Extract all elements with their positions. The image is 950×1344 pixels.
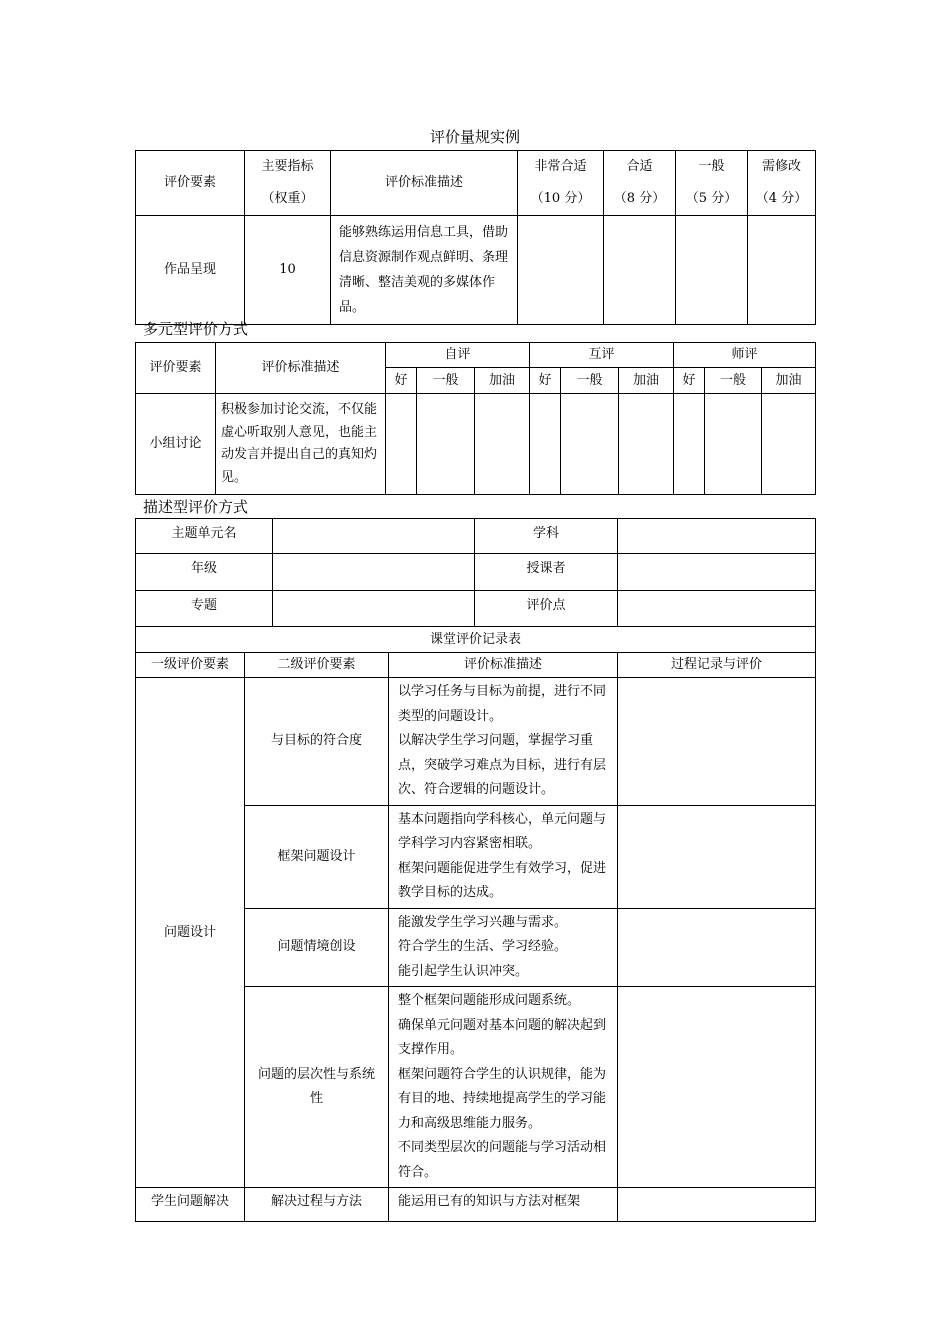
header-self: 自评: [386, 343, 530, 368]
section-title-descriptive: 描述型评价方式: [143, 498, 249, 516]
record-table-title: 课堂评价记录表: [136, 627, 816, 653]
row-element: 小组讨论: [136, 394, 216, 495]
label-topic: 专题: [136, 591, 273, 627]
score-cell[interactable]: [748, 216, 816, 325]
header-grade-revise: 需修改 （4 分）: [748, 151, 816, 216]
header-teacher: 师评: [674, 343, 816, 368]
rating-cell[interactable]: [674, 394, 705, 495]
rating-cell[interactable]: [762, 394, 816, 495]
label-unit-name: 主题单元名: [136, 519, 273, 554]
header-desc: 评价标准描述: [331, 151, 518, 216]
header-grade-excellent: 非常合适 （10 分）: [518, 151, 604, 216]
rating-cell[interactable]: [561, 394, 619, 495]
header-good: 好: [674, 368, 705, 394]
section-title-multi: 多元型评价方式: [143, 320, 249, 338]
score-cell[interactable]: [518, 216, 604, 325]
rating-cell[interactable]: [705, 394, 762, 495]
header-record: 过程记录与评价: [618, 653, 816, 678]
label-subject: 学科: [475, 519, 618, 554]
header-ok: 一般: [705, 368, 762, 394]
score-cell[interactable]: [604, 216, 676, 325]
header-more: 加油: [762, 368, 816, 394]
desc-hierarchy: 整个框架问题能形成问题系统。 确保单元问题对基本问题的解决起到支撑作用。 框架问题符合学生的认识规律，能为有目的地、持续地提高学生的学习能力和高级思维能力服务。 不同类型层次的问题能与学习活动相符合。: [389, 987, 618, 1188]
rating-cell[interactable]: [417, 394, 475, 495]
value-unit-name[interactable]: [273, 519, 475, 554]
row-weight: 10: [245, 216, 331, 325]
document-title: 评价量规实例: [429, 128, 520, 146]
header-grade-good: 合适 （8 分）: [604, 151, 676, 216]
label-grade: 年级: [136, 554, 273, 591]
record-cell[interactable]: [618, 1188, 816, 1222]
header-ok: 一般: [417, 368, 475, 394]
rubric-table: [135, 150, 816, 325]
header-desc: 评价标准描述: [216, 343, 386, 394]
header-more: 加油: [619, 368, 674, 394]
header-primary: 一级评价要素: [136, 653, 245, 678]
primary-problem-design: 问题设计: [136, 678, 245, 1188]
secondary-situation: 问题情境创设: [245, 908, 389, 987]
label-teacher: 授课者: [475, 554, 618, 591]
desc-goal-fit: 以学习任务与目标为前提，进行不同类型的问题设计。 以解决学生学习问题，掌握学习重点，突破学习难点为目标，进行有层次、符合逻辑的问题设计。: [389, 678, 618, 806]
header-element: 评价要素: [136, 343, 216, 394]
value-eval-point[interactable]: [618, 591, 816, 627]
rating-cell[interactable]: [530, 394, 561, 495]
row-element: 作品呈现: [136, 216, 245, 325]
record-cell[interactable]: [618, 805, 816, 908]
value-subject[interactable]: [618, 519, 816, 554]
header-ok: 一般: [561, 368, 619, 394]
rating-cell[interactable]: [619, 394, 674, 495]
primary-student-solving: 学生问题解决: [136, 1188, 245, 1222]
secondary-framework: 框架问题设计: [245, 805, 389, 908]
score-cell[interactable]: [676, 216, 748, 325]
header-indicator: 主要指标 （权重）: [245, 151, 331, 216]
desc-situation: 能激发学生学习兴趣与需求。 符合学生的生活、学习经验。 能引起学生认识冲突。: [389, 908, 618, 987]
value-teacher[interactable]: [618, 554, 816, 591]
secondary-goal-fit: 与目标的符合度: [245, 678, 389, 806]
value-grade[interactable]: [273, 554, 475, 591]
header-desc: 评价标准描述: [389, 653, 618, 678]
header-element: 评价要素: [136, 151, 245, 216]
rating-cell[interactable]: [475, 394, 530, 495]
row-desc: 能够熟练运用信息工具，借助信息资源制作观点鲜明、条理清晰、整洁美观的多媒体作品。: [331, 216, 518, 325]
header-peer: 互评: [530, 343, 674, 368]
header-good: 好: [386, 368, 417, 394]
secondary-hierarchy: 问题的层次性与系统性: [245, 987, 389, 1188]
label-eval-point: 评价点: [475, 591, 618, 627]
header-secondary: 二级评价要素: [245, 653, 389, 678]
descriptive-eval-table: [135, 518, 816, 1222]
header-more: 加油: [475, 368, 530, 394]
record-cell[interactable]: [618, 678, 816, 806]
header-good: 好: [530, 368, 561, 394]
rating-cell[interactable]: [386, 394, 417, 495]
secondary-process: 解决过程与方法: [245, 1188, 389, 1222]
row-desc: 积极参加讨论交流，不仅能虚心听取别人意见，也能主动发言并提出自己的真知灼见。: [216, 394, 386, 495]
header-grade-fair: 一般 （5 分）: [676, 151, 748, 216]
record-cell[interactable]: [618, 987, 816, 1188]
desc-process: 能运用已有的知识与方法对框架: [389, 1188, 618, 1222]
desc-framework: 基本问题指向学科核心，单元问题与学科学习内容紧密相联。 框架问题能促进学生有效学习，促进教学目标的达成。: [389, 805, 618, 908]
value-topic[interactable]: [273, 591, 475, 627]
multi-eval-table: [135, 342, 816, 495]
record-cell[interactable]: [618, 908, 816, 987]
